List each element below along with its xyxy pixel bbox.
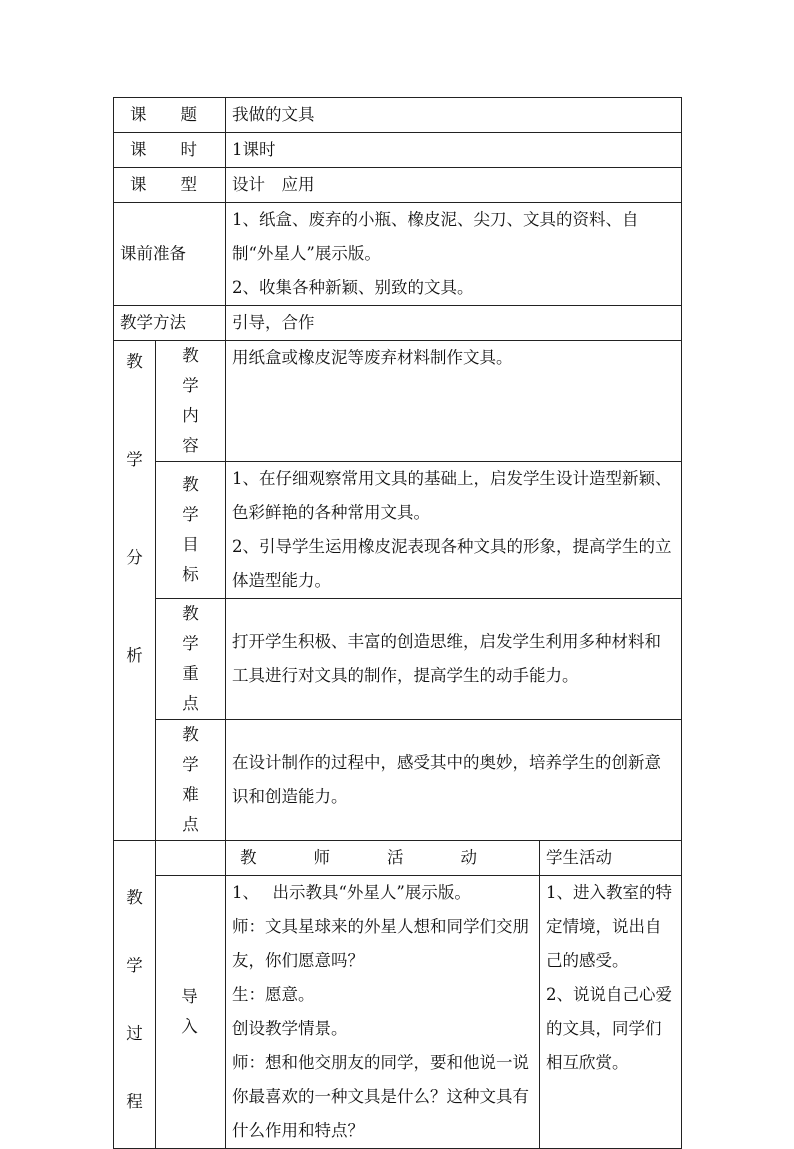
- preparation-line-1: 1、纸盒、废弃的小瓶、橡皮泥、尖刀、文具的资料、自制“外星人”展示版。: [232, 210, 639, 263]
- label-goal: 教 学 目 标: [156, 462, 226, 599]
- row-difficulty: [114, 720, 682, 841]
- header-student-activity: 学生活动: [540, 841, 682, 876]
- row-process-header: [114, 841, 682, 876]
- goal-line-2: 2、引导学生运用橡皮泥表现各种文具的形象，提高学生的立体造型能力。: [232, 537, 672, 590]
- value-topic: 我做的文具: [226, 98, 682, 133]
- label-intro: 导 入: [156, 876, 226, 1149]
- value-period: 1课时: [226, 133, 682, 168]
- intro-teacher-line-5: 师：想和他交朋友的同学，要和他说一说你最喜欢的一种文具是什么？这种文具有什么作用和特点？: [232, 1053, 529, 1140]
- row-intro: [114, 876, 682, 1149]
- intro-student-line-2: 2、说说自己心爱的文具，同学们相互欣赏。: [546, 985, 672, 1072]
- value-preparation: [226, 203, 682, 306]
- goal-line-1: 1、在仔细观察常用文具的基础上，启发学生设计造型新颖、色彩鲜艳的各种常用文具。: [232, 469, 672, 522]
- intro-student-line-1: 1、进入教室的特定情境，说出自己的感受。: [546, 883, 672, 970]
- intro-teacher-line-4: 创设教学情景。: [232, 1019, 348, 1038]
- intro-teacher-line-1: 1、 出示教具“外星人”展示版。: [232, 883, 471, 902]
- row-key: [114, 599, 682, 720]
- value-method: 引导，合作: [226, 306, 682, 341]
- lesson-plan-table: [113, 97, 682, 1149]
- label-method: 教学方法: [114, 306, 226, 341]
- intro-teacher-line-3: 生：愿意。: [232, 985, 315, 1004]
- label-period: 课 时: [114, 133, 226, 168]
- label-difficulty: 教 学 难 点: [156, 720, 226, 841]
- value-goal: [226, 462, 682, 599]
- label-preparation: 课前准备: [114, 203, 226, 306]
- row-preparation: [114, 203, 682, 306]
- row-type: [114, 168, 682, 203]
- header-teacher-activity: 教 师 活 动: [226, 841, 540, 876]
- intro-student-activity: [540, 876, 682, 1149]
- value-difficulty: 在设计制作的过程中，感受其中的奥妙，培养学生的创新意识和创造能力。: [226, 720, 682, 841]
- analysis-group-label: 教 学 分 析: [114, 341, 156, 841]
- intro-teacher-activity: [226, 876, 540, 1149]
- label-content: 教 学 内 容: [156, 341, 226, 462]
- value-type: 设计 应用: [226, 168, 682, 203]
- label-key: 教 学 重 点: [156, 599, 226, 720]
- row-topic: [114, 98, 682, 133]
- value-content: 用纸盒或橡皮泥等废弃材料制作文具。: [226, 341, 682, 462]
- row-content: [114, 341, 682, 462]
- header-blank: [156, 841, 226, 876]
- label-type: 课 型: [114, 168, 226, 203]
- intro-teacher-line-2: 师：文具星球来的外星人想和同学们交朋友，你们愿意吗？: [232, 917, 529, 970]
- row-method: [114, 306, 682, 341]
- row-goal: [114, 462, 682, 599]
- row-period: [114, 133, 682, 168]
- label-topic: 课 题: [114, 98, 226, 133]
- process-group-label: 教 学 过 程: [114, 841, 156, 1149]
- preparation-line-2: 2、收集各种新颖、别致的文具。: [232, 278, 474, 297]
- value-key: 打开学生积极、丰富的创造思维，启发学生利用多种材料和工具进行对文具的制作，提高学生的动手能力。: [226, 599, 682, 720]
